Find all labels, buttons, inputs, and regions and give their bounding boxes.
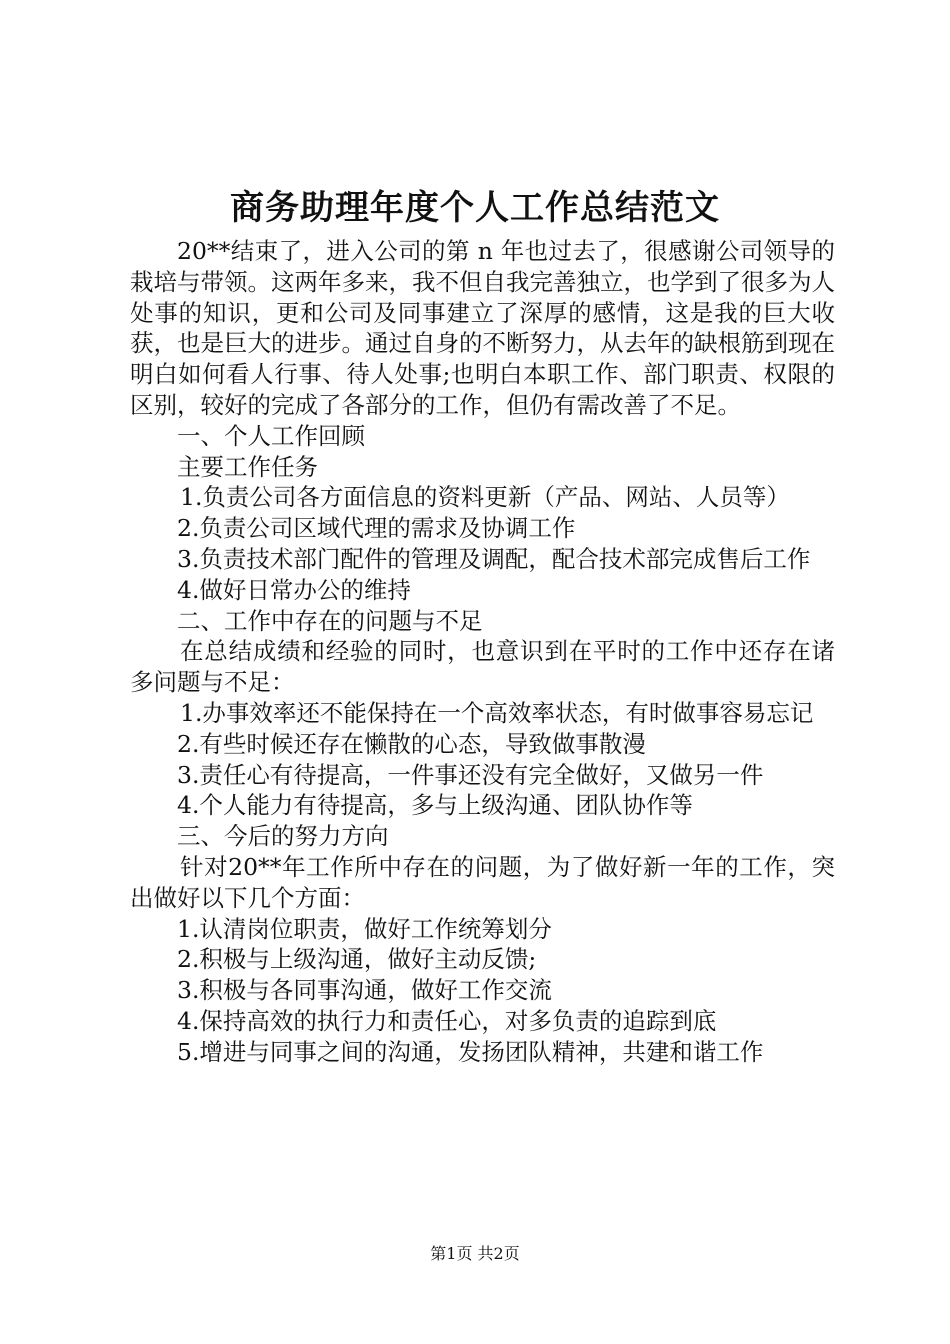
- direction-item-2: 2.积极与上级沟通，做好主动反馈;: [177, 945, 537, 974]
- document-body: [130, 236, 835, 1068]
- task-item-4: 4.做好日常办公的维持: [177, 575, 411, 604]
- section-heading-direction: 三、今后的努力方向: [177, 822, 389, 851]
- subheading-main-tasks: 主要工作任务: [177, 452, 318, 481]
- intro-paragraph: 20**结束了，进入公司的第 n 年也过去了，很感谢公司领导的栽培与带领。这两年多来，我不但自我完善独立，也学到了很多为人处事的知识，更和公司及同事建立了深厚的感情，这是我的巨大收获，也是巨大的进步。通过自身的不断努力，从去年的缺根筋到现在明白如何看人行事、待人处事;也明白本职工作、部门职责、权限的区别，较好的完成了各部分的工作，但仍有需改善了不足。: [130, 237, 835, 419]
- problem-item-4: 4.个人能力有待提高，多与上级沟通、团队协作等: [177, 791, 693, 820]
- document-title: 商务助理年度个人工作总结范文: [230, 188, 720, 228]
- direction-item-1: 1.认清岗位职责，做好工作统筹划分: [177, 914, 552, 943]
- problem-item-1: 1.办事效率还不能保持在一个高效率状态，有时做事容易忘记: [180, 698, 814, 727]
- direction-item-3: 3.积极与各同事沟通，做好工作交流: [177, 976, 552, 1005]
- problem-item-2: 2.有些时候还存在懒散的心态，导致做事散漫: [177, 729, 646, 758]
- section-heading-problems: 二、工作中存在的问题与不足: [177, 606, 483, 635]
- task-item-1: 1.负责公司各方面信息的资料更新（产品、网站、人员等）: [180, 483, 790, 512]
- problems-intro: 在总结成绩和经验的同时，也意识到在平时的工作中还存在诸多问题与不足：: [130, 637, 835, 697]
- problem-item-3: 3.责任心有待提高，一件事还没有完全做好，又做另一件: [177, 760, 764, 789]
- task-item-2: 2.负责公司区域代理的需求及协调工作: [177, 514, 576, 543]
- section-heading-review: 一、个人工作回顾: [177, 421, 365, 450]
- direction-item-5: 5.增进与同事之间的沟通，发扬团队精神，共建和谐工作: [177, 1037, 764, 1066]
- direction-intro: 针对20**年工作所中存在的问题，为了做好新一年的工作，突出做好以下几个方面：: [130, 852, 835, 912]
- page-footer: 第1页 共2页: [430, 1244, 520, 1263]
- task-item-3: 3.负责技术部门配件的管理及调配，配合技术部完成售后工作: [177, 544, 811, 573]
- direction-item-4: 4.保持高效的执行力和责任心，对多负责的追踪到底: [177, 1006, 717, 1035]
